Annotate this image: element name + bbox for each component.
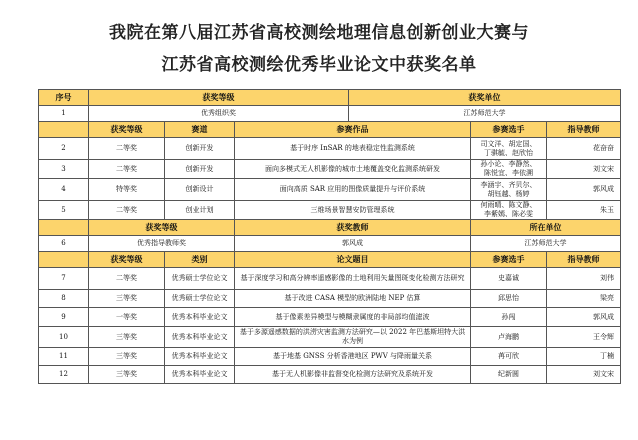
- header-row-1: [39, 90, 621, 106]
- row-grade: 优秀组织奖: [89, 106, 349, 122]
- row-advisor: 刘文宋: [547, 160, 621, 179]
- row-no: 1: [39, 106, 89, 122]
- row-track: 创业计划: [165, 201, 235, 220]
- row-contestants: 孙小论、李静然、 陈悦宜、李依溯: [471, 160, 547, 179]
- header-row-3: [39, 220, 621, 236]
- row-advisor: 梁亮: [547, 290, 621, 308]
- header-contestants: 参赛选手: [471, 122, 547, 138]
- header-work: 参赛作品: [235, 122, 471, 138]
- row-student: 邱思怡: [471, 290, 547, 308]
- row-contestants: 司文洋、胡定国、 丁骐毓、赵欣怡: [471, 138, 547, 160]
- title-line-1: 我院在第八届江苏省高校测绘地理信息创新创业大赛与: [109, 23, 529, 43]
- row-advisor: 刘文宋: [547, 366, 621, 384]
- award-table: [38, 89, 621, 384]
- row-student: 史嘉诚: [471, 268, 547, 290]
- row-unit: 江苏师范大学: [471, 236, 621, 252]
- row-category: 优秀硕士学位论文: [165, 290, 235, 308]
- header-row-4: [39, 252, 621, 268]
- header-grade: 获奖等级: [89, 90, 349, 106]
- row-no: 12: [39, 366, 89, 384]
- row-grade: 一等奖: [89, 308, 165, 327]
- header-unit: 获奖单位: [349, 90, 621, 106]
- row-grade: 二等奖: [89, 138, 165, 160]
- table-row: [39, 160, 621, 179]
- row-grade: 优秀指导教师奖: [89, 236, 235, 252]
- header-advisor: 指导教师: [547, 252, 621, 268]
- row-work: 面向高质 SAR 应用的图像质量提升与评价系统: [235, 179, 471, 201]
- row-track: 创新设计: [165, 179, 235, 201]
- row-grade: 二等奖: [89, 160, 165, 179]
- table-row: [39, 366, 621, 384]
- row-category: 优秀本科毕业论文: [165, 366, 235, 384]
- row-paper: 基于改进 CASA 模型的欧洲陆地 NEP 估算: [235, 290, 471, 308]
- header-student: 参赛选手: [471, 252, 547, 268]
- row-advisor: 郭风成: [547, 179, 621, 201]
- row-category: 优秀硕士学位论文: [165, 268, 235, 290]
- row-teacher: 郭风成: [235, 236, 471, 252]
- row-no: 5: [39, 201, 89, 220]
- header-grade: 获奖等级: [89, 220, 235, 236]
- row-no: 10: [39, 327, 89, 348]
- table-row: [39, 348, 621, 366]
- row-contestants: 何雨晴、陈文静、 李紫嫣、陈必雯: [471, 201, 547, 220]
- row-advisor: 花奋奋: [547, 138, 621, 160]
- row-no: 2: [39, 138, 89, 160]
- row-advisor: 丁楠: [547, 348, 621, 366]
- row-paper: 基于无人机影像非监督变化检测方法研究及系统开发: [235, 366, 471, 384]
- row-grade: 三等奖: [89, 348, 165, 366]
- row-unit: 江苏师范大学: [349, 106, 621, 122]
- header-grade: 获奖等级: [89, 252, 165, 268]
- row-track: 创新开发: [165, 138, 235, 160]
- row-student: 纪新圆: [471, 366, 547, 384]
- header-blank: [39, 122, 89, 138]
- table-row: [39, 138, 621, 160]
- header-blank: [39, 220, 89, 236]
- row-no: 9: [39, 308, 89, 327]
- header-blank: [39, 252, 89, 268]
- row-grade: 三等奖: [89, 327, 165, 348]
- row-no: 4: [39, 179, 89, 201]
- header-track: 赛道: [165, 122, 235, 138]
- row-no: 6: [39, 236, 89, 252]
- table-row: [39, 201, 621, 220]
- row-advisor: 郭风成: [547, 308, 621, 327]
- header-row-2: [39, 122, 621, 138]
- row-grade: 三等奖: [89, 366, 165, 384]
- row-paper: 基于像素差异模型与模糊隶属度的非局部均值滤波: [235, 308, 471, 327]
- header-teacher: 获奖教师: [235, 220, 471, 236]
- row-student: 卢海鹏: [471, 327, 547, 348]
- table-row: [39, 327, 621, 348]
- row-advisor: 朱玉: [547, 201, 621, 220]
- row-student: 苒可欣: [471, 348, 547, 366]
- header-no: 序号: [39, 90, 89, 106]
- row-no: 11: [39, 348, 89, 366]
- header-paper: 论文题目: [235, 252, 471, 268]
- row-contestants: 李涵宇、齐贝尔、 胡钰越、杨婷: [471, 179, 547, 201]
- row-paper: 基于多源遥感数据的洪涝灾害监测方法研究—以 2022 年巴基斯坦特大洪水为例: [235, 327, 471, 348]
- row-no: 8: [39, 290, 89, 308]
- row-grade: 二等奖: [89, 201, 165, 220]
- table-row: [39, 179, 621, 201]
- row-no: 3: [39, 160, 89, 179]
- header-unit: 所在单位: [471, 220, 621, 236]
- row-advisor: 王令辉: [547, 327, 621, 348]
- row-paper: 基于地基 GNSS 分析香港地区 PWV 与降雨量关系: [235, 348, 471, 366]
- row-advisor: 刘伟: [547, 268, 621, 290]
- row-track: 创新开发: [165, 160, 235, 179]
- table-row: [39, 268, 621, 290]
- row-grade: 三等奖: [89, 290, 165, 308]
- row-work: 面向多模式无人机影像的城市土地覆盖变化监测系统研发: [235, 160, 471, 179]
- row-no: 7: [39, 268, 89, 290]
- table-row: [39, 106, 621, 122]
- table-row: [39, 290, 621, 308]
- row-category: 优秀本科毕业论文: [165, 348, 235, 366]
- row-category: 优秀本科毕业论文: [165, 327, 235, 348]
- table-row: [39, 236, 621, 252]
- header-category: 类别: [165, 252, 235, 268]
- table-row: [39, 308, 621, 327]
- row-work: 基于时序 InSAR 的地表稳定性监测系统: [235, 138, 471, 160]
- row-work: 三维场景智慧安防管理系统: [235, 201, 471, 220]
- title-line-2: 江苏省高校测绘优秀毕业论文中获奖名单: [161, 55, 477, 75]
- row-grade: 二等奖: [89, 268, 165, 290]
- row-paper: 基于深度学习和高分辨率遥感影像的土地利用矢量图斑变化检测方法研究: [235, 268, 471, 290]
- row-category: 优秀本科毕业论文: [165, 308, 235, 327]
- row-grade: 特等奖: [89, 179, 165, 201]
- row-student: 孙闯: [471, 308, 547, 327]
- header-advisor: 指导教师: [547, 122, 621, 138]
- header-grade: 获奖等级: [89, 122, 165, 138]
